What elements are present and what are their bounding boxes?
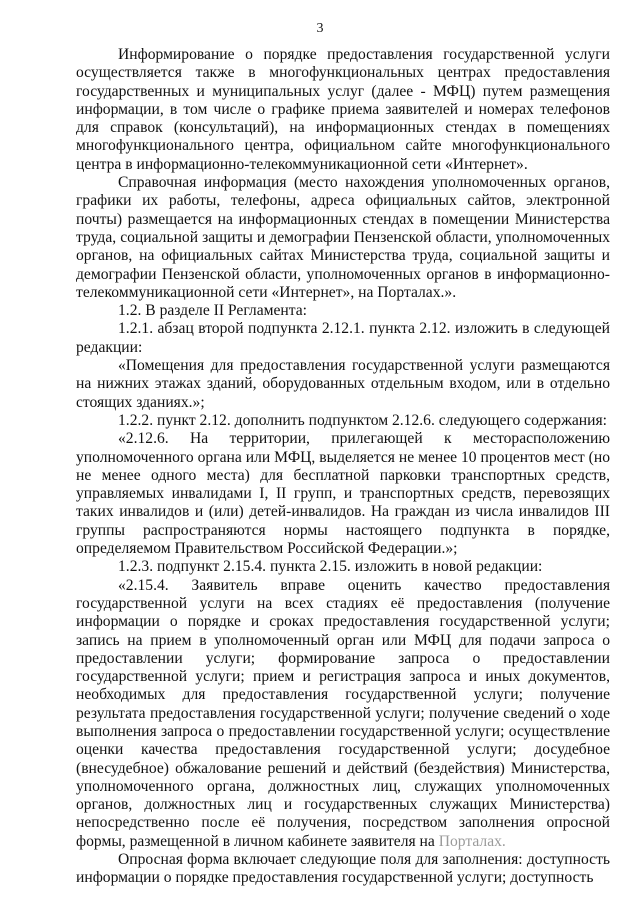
paragraph-1-2-1: 1.2.1. абзац второй подпункта 2.12.1. пункта 2.12. изложить в следующей редакции: [76, 320, 610, 356]
paragraph-section-ii: 1.2. В разделе II Регламента: [118, 302, 308, 320]
paragraph-1-2-3: 1.2.3. подпункт 2.15.4. пункта 2.15. изложить в новой редакции: [118, 558, 543, 576]
paragraph-mfc-info: Информирование о порядке предоставления государственной услуги осуществляется также в многофункциональных центрах предоставления государственных и муниципальных услуг (далее - МФЦ) путем размещения информации, в том числе о графике приема заявителей и номерах телефонов для справок (консультаций), на информационных стендах в помещениях многофункционального центра, официальном сайте многофункционального центра в информационно-телекоммуникационной сети «Интернет». [76, 46, 610, 173]
page-number: 3 [316, 21, 324, 36]
document-body [76, 46, 610, 888]
paragraph-reference-info: Справочная информация (место нахождения уполномоченных органов, графики их работы, телефоны, адреса официальных сайтов, электронной почты) размещается на информационных стендах в помещении Министерства труда, социальной защиты и демографии Пензенской области, уполномоченных органов, на официальных сайтах Министерства труда, социальной защиты и демографии Пензенской области, уполномоченных органов в информационно-телекоммуникационной сети «Интернет», на Порталах.». [76, 174, 610, 301]
paragraph-survey-form: Опросная форма включает следующие поля для заполнения: доступность информации о порядке предоставления государственной услуги; доступность [76, 851, 610, 887]
paragraph-2-12-6: «2.12.6. На территории, прилегающей к месторасположению уполномоченного органа или МФЦ, выделяется не менее 10 процентов мест (но не менее одного места) для бесплатной парковки транспортных средств, управляемых инвалидами I, II групп, и транспортных средств, перевозящих таких инвалидов и (или) детей-инвалидов. На граждан из числа инвалидов III группы распространяются нормы настоящего подпункта в порядке, определяемом Правительством Российской Федерации.»; [76, 430, 610, 558]
portals-word: Порталах. [438, 832, 506, 850]
paragraph-1-2-2: 1.2.2. пункт 2.12. дополнить подпунктом 2.12.6. следующего содержания: [118, 411, 607, 429]
paragraph-2-15-4-text: «2.15.4. Заявитель вправе оценить качество предоставления государственной услуги на всех стадиях её предоставления (получение информации о порядке и сроках предоставления государственной услуги; запись на прием в уполномоченный орган или МФЦ для подачи запроса о предоставлении услуги; формирование запроса о предоставлении государственной услуги; прием и регистрация запроса и иных документов, необходимых для предоставления государственной услуги; получение результата предоставления государственной услуги; получение сведений о ходе выполнения запроса о предоставлении государственной услуги; осуществление оценки качества предоставления государственной услуги; досудебное (внесудебное) обжалование решений и действий (бездействия) Министерства, уполномоченного органа, должностных лиц, служащих уполномоченных органов, должностных лиц и государственных служащих Министерства) непосредственно после её получения, посредством заполнения опросной формы, размещенной в личном кабинете заявителя на [76, 576, 610, 850]
paragraph-premises-quote: «Помещения для предоставления государственной услуги размещаются на нижних этажах зданий, оборудованных отдельным входом, или в отдельно стоящих зданиях.»; [76, 357, 610, 411]
paragraph-2-15-4 [76, 577, 610, 851]
